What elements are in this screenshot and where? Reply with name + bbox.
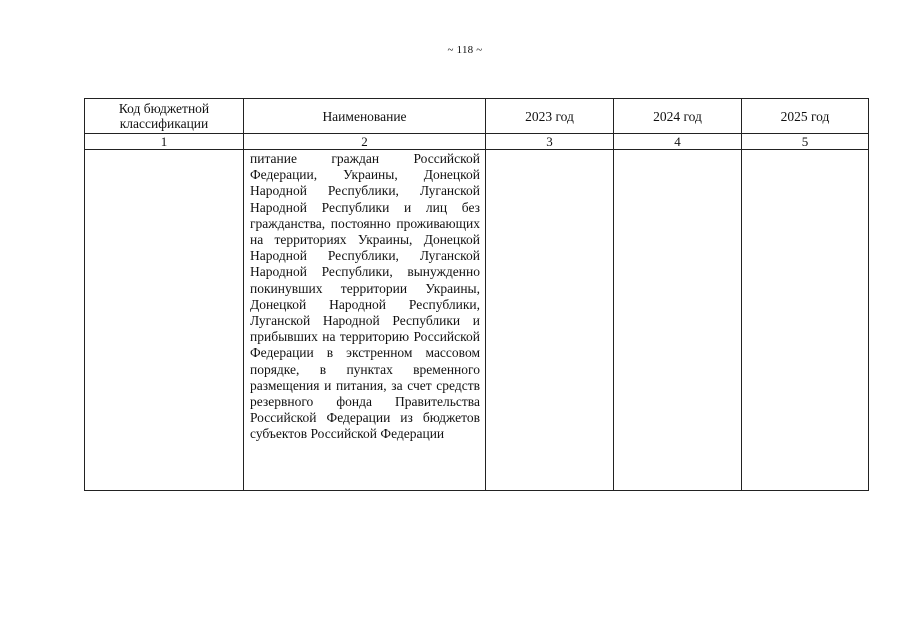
budget-table (84, 98, 869, 491)
column-number-2: 2 (244, 134, 486, 150)
cell-2023 (486, 150, 614, 491)
column-number-3: 3 (486, 134, 614, 150)
table-header-row (85, 99, 869, 134)
column-number-1: 1 (85, 134, 244, 150)
page-number: ~ 118 ~ (447, 44, 483, 56)
cell-name: питание граждан Российской Федерации, Украины, Донецкой Народной Республики, Луганской Народной Республики и лиц без гражданства, постоянно проживающих на территориях Украины, Донецкой Народной Республики, Луганской Народной Республики, вынужденно покинувших территории Украины, Донецкой Народной Республики, Луганской Народной Республики и прибывших на территорию Российской Федерации в экстренном массовом порядке, в пунктах временного размещения и питания, за счет средств резервного фонда Правительства Российской Федерации из бюджетов субъектов Российской Федерации (244, 150, 486, 491)
header-name: Наименование (244, 99, 486, 134)
header-2024: 2024 год (614, 99, 742, 134)
column-number-5: 5 (742, 134, 869, 150)
header-2025: 2025 год (742, 99, 869, 134)
column-number-row (85, 134, 869, 150)
cell-2024 (614, 150, 742, 491)
header-budget-code: Код бюджетной классификации (85, 99, 244, 134)
cell-2025 (742, 150, 869, 491)
table-row (85, 150, 869, 491)
cell-budget-code (85, 150, 244, 491)
column-number-4: 4 (614, 134, 742, 150)
header-2023: 2023 год (486, 99, 614, 134)
